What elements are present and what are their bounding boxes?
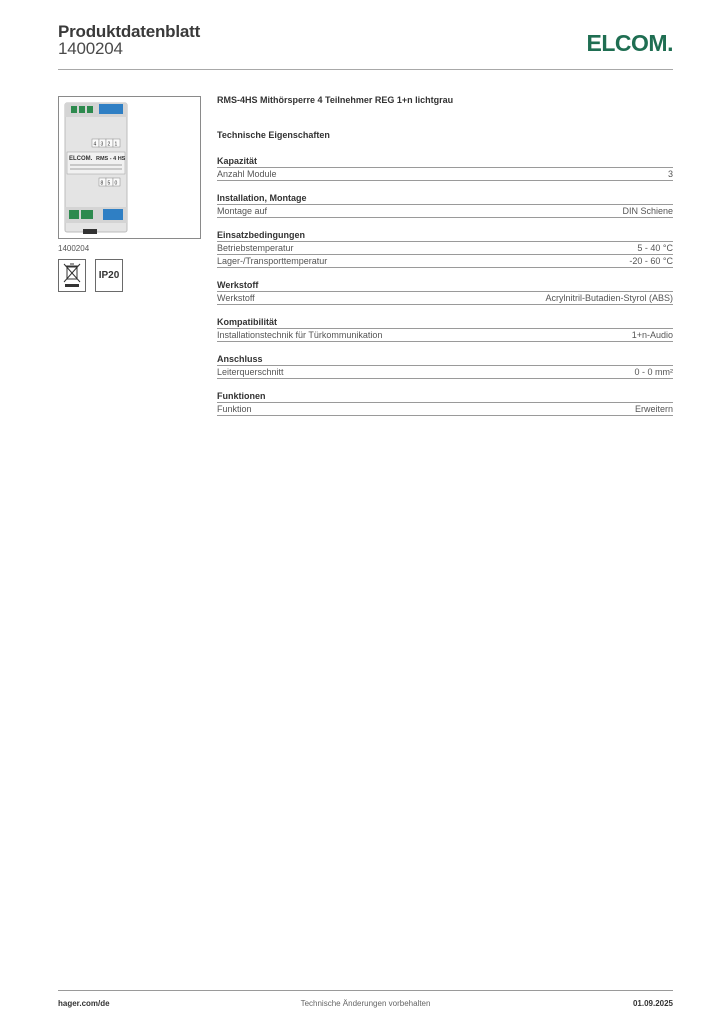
property-row [217,205,673,218]
image-caption: 1400204 [58,244,90,253]
group-title: Werkstoff [217,279,673,292]
terminal-label: 8 [100,180,104,187]
property-value: DIN Schiene [622,206,673,216]
property-groups [217,155,673,416]
top-terminal-numbers [92,139,120,148]
property-group [217,279,673,305]
property-value: 1+n-Audio [631,330,673,340]
page-header [58,20,673,70]
terminal-label: 3 [100,141,104,148]
property-label: Installationstechnik für Türkommunikation [217,330,383,340]
property-label: Werkstoff [217,293,255,303]
group-title: Anschluss [217,353,673,366]
device-model-label: RMS - 4 HS [96,156,126,162]
property-label: Funktion [217,404,252,414]
property-row [217,403,673,416]
din-rail-module-illustration [59,97,200,238]
property-value: 0 - 0 mm² [634,367,673,377]
group-title: Funktionen [217,390,673,403]
group-title: Kompatibilität [217,316,673,329]
property-value: Acrylnitril-Butadien-Styrol (ABS) [545,293,673,303]
product-image [58,96,201,239]
document-title: Produktdatenblatt [58,22,201,41]
terminal-label: 2 [107,141,111,148]
terminal-label: 0 [114,180,118,187]
property-row [217,366,673,379]
group-title: Installation, Montage [217,192,673,205]
property-group [217,316,673,342]
property-row [217,329,673,342]
page-footer [58,990,673,1014]
property-label: Leiterquerschnitt [217,367,284,377]
property-label: Montage auf [217,206,268,216]
property-row [217,255,673,268]
property-row [217,292,673,305]
property-group [217,353,673,379]
property-group [217,390,673,416]
property-value: -20 - 60 °C [629,256,673,266]
product-name: RMS-4HS Mithörsperre 4 Teilnehmer REG 1+n lichtgrau [217,95,454,105]
property-group [217,229,673,268]
technical-properties [217,95,673,416]
elcom-logo: ELCOM. [586,30,673,56]
property-label: Betriebstemperatur [217,243,294,253]
terminal-label: 1 [114,141,118,148]
property-group [217,155,673,181]
property-value: 5 - 40 °C [637,243,673,253]
property-group [217,192,673,218]
property-row [217,242,673,255]
document-number: 1400204 [58,39,123,58]
device-brand-label: ELCOM. [69,156,93,162]
bottom-terminal-numbers [99,178,120,187]
terminal-label: 4 [93,141,97,148]
property-row [217,168,673,181]
crossed-out-bin-icon [58,259,86,292]
property-label: Anzahl Module [217,169,277,179]
property-label: Lager-/Transporttemperatur [217,256,328,266]
footer-date: 01.09.2025 [632,999,673,1008]
group-title: Einsatzbedingungen [217,229,673,242]
footer-disclaimer: Technische Änderungen vorbehalten [300,999,431,1008]
terminal-label: 5 [107,180,111,187]
footer-website: hager.com/de [58,999,110,1008]
property-value: Erweitern [634,404,673,414]
group-title: Kapazität [217,155,673,168]
section-title: Technische Eigenschaften [217,130,330,140]
ip-rating-badge: IP20 [95,259,123,292]
property-value: 3 [667,169,673,179]
